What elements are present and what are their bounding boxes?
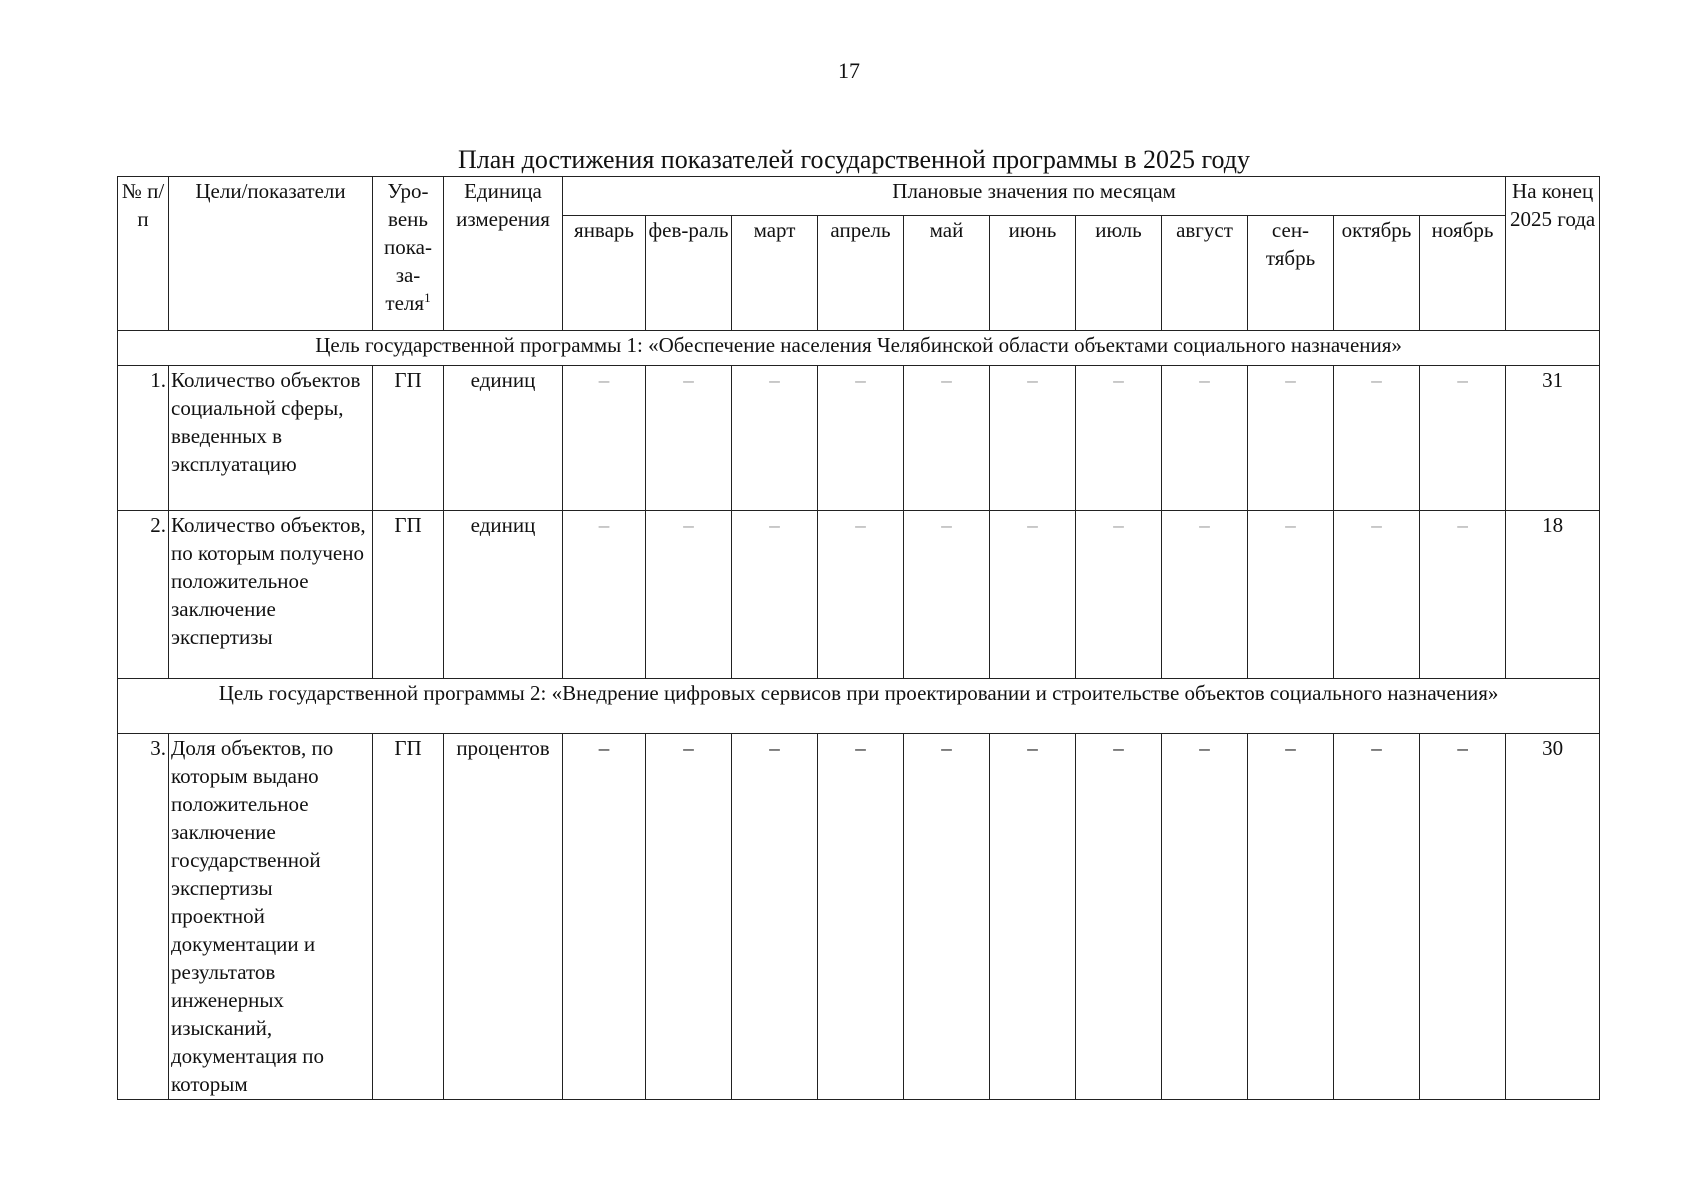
row-value-october: – (1334, 366, 1420, 511)
row-value-november: – (1420, 734, 1506, 1100)
row-value-august: – (1162, 366, 1248, 511)
row-value-july: – (1076, 734, 1162, 1100)
row-value-october: – (1334, 734, 1420, 1100)
table-row (118, 366, 1600, 511)
goal-row (118, 679, 1600, 734)
row-value-june: – (990, 734, 1076, 1100)
row-year-end-value: 30 (1506, 734, 1600, 1100)
row-value-september: – (1248, 734, 1334, 1100)
page-number: 17 (838, 58, 860, 83)
header-level-label: Уро-вень пока-за-теля (384, 179, 432, 315)
row-indicator-name: Количество объектов социальной сферы, введенных в эксплуатацию (169, 366, 373, 511)
header-month-june: июнь (990, 216, 1076, 331)
row-value-november: – (1420, 511, 1506, 679)
header-month-february: фев-раль (646, 216, 732, 331)
row-value-april: – (818, 511, 904, 679)
header-level (373, 177, 444, 331)
header-month-january: январь (563, 216, 646, 331)
row-unit: процентов (444, 734, 563, 1100)
row-value-june: – (990, 366, 1076, 511)
page-title: План достижения показателей государственной программы в 2025 году (457, 145, 1251, 174)
row-value-may: – (904, 366, 990, 511)
row-value-february: – (646, 734, 732, 1100)
header-month-may: май (904, 216, 990, 331)
header-months-group: Плановые значения по месяцам (563, 177, 1506, 216)
footnote-marker: 1 (424, 290, 431, 305)
row-value-april: – (818, 366, 904, 511)
row-value-november: – (1420, 366, 1506, 511)
header-month-november: ноябрь (1420, 216, 1506, 331)
header-num: № п/п (118, 177, 169, 331)
row-indicator-name: Доля объектов, по которым выдано положительное заключение государственной экспертизы проектной документации и результатов инженерных изысканий, документация по которым (169, 734, 373, 1100)
row-value-may: – (904, 734, 990, 1100)
header-month-september: сен-тябрь (1248, 216, 1334, 331)
header-month-october: октябрь (1334, 216, 1420, 331)
row-value-march: – (732, 511, 818, 679)
row-value-august: – (1162, 734, 1248, 1100)
row-num: 1. (118, 366, 169, 511)
goal-2-text: Цель государственной программы 2: «Внедрение цифровых сервисов при проектировании и строительстве объектов социального назначения» (118, 679, 1600, 734)
row-year-end-value: 18 (1506, 511, 1600, 679)
goal-row (118, 331, 1600, 366)
row-level: ГП (373, 366, 444, 511)
table-body (118, 331, 1600, 1100)
row-value-april: – (818, 734, 904, 1100)
header-goals: Цели/показатели (169, 177, 373, 331)
row-value-february: – (646, 366, 732, 511)
row-value-september: – (1248, 366, 1334, 511)
table-row (118, 734, 1600, 1100)
header-unit: Единица измерения (444, 177, 563, 331)
goal-1-text: Цель государственной программы 1: «Обеспечение населения Челябинской области объектами социального назначения» (118, 331, 1600, 366)
row-unit: единиц (444, 366, 563, 511)
row-value-february: – (646, 511, 732, 679)
row-value-march: – (732, 734, 818, 1100)
row-level: ГП (373, 734, 444, 1100)
row-value-january: – (563, 511, 646, 679)
row-value-october: – (1334, 511, 1420, 679)
row-unit: единиц (444, 511, 563, 679)
row-value-july: – (1076, 511, 1162, 679)
row-level: ГП (373, 511, 444, 679)
row-value-march: – (732, 366, 818, 511)
row-value-august: – (1162, 511, 1248, 679)
table-row (118, 511, 1600, 679)
row-value-june: – (990, 511, 1076, 679)
header-year-end: На конец 2025 года (1506, 177, 1600, 331)
header-month-july: июль (1076, 216, 1162, 331)
row-value-january: – (563, 366, 646, 511)
row-value-july: – (1076, 366, 1162, 511)
row-value-september: – (1248, 511, 1334, 679)
header-month-april: апрель (818, 216, 904, 331)
row-indicator-name: Количество объектов, по которым получено положительное заключение экспертизы (169, 511, 373, 679)
row-num: 3. (118, 734, 169, 1100)
row-num: 2. (118, 511, 169, 679)
header-month-august: август (1162, 216, 1248, 331)
header-month-march: март (732, 216, 818, 331)
row-value-may: – (904, 511, 990, 679)
row-value-january: – (563, 734, 646, 1100)
table-header (118, 177, 1600, 331)
row-year-end-value: 31 (1506, 366, 1600, 511)
indicators-plan-table (117, 176, 1600, 1100)
